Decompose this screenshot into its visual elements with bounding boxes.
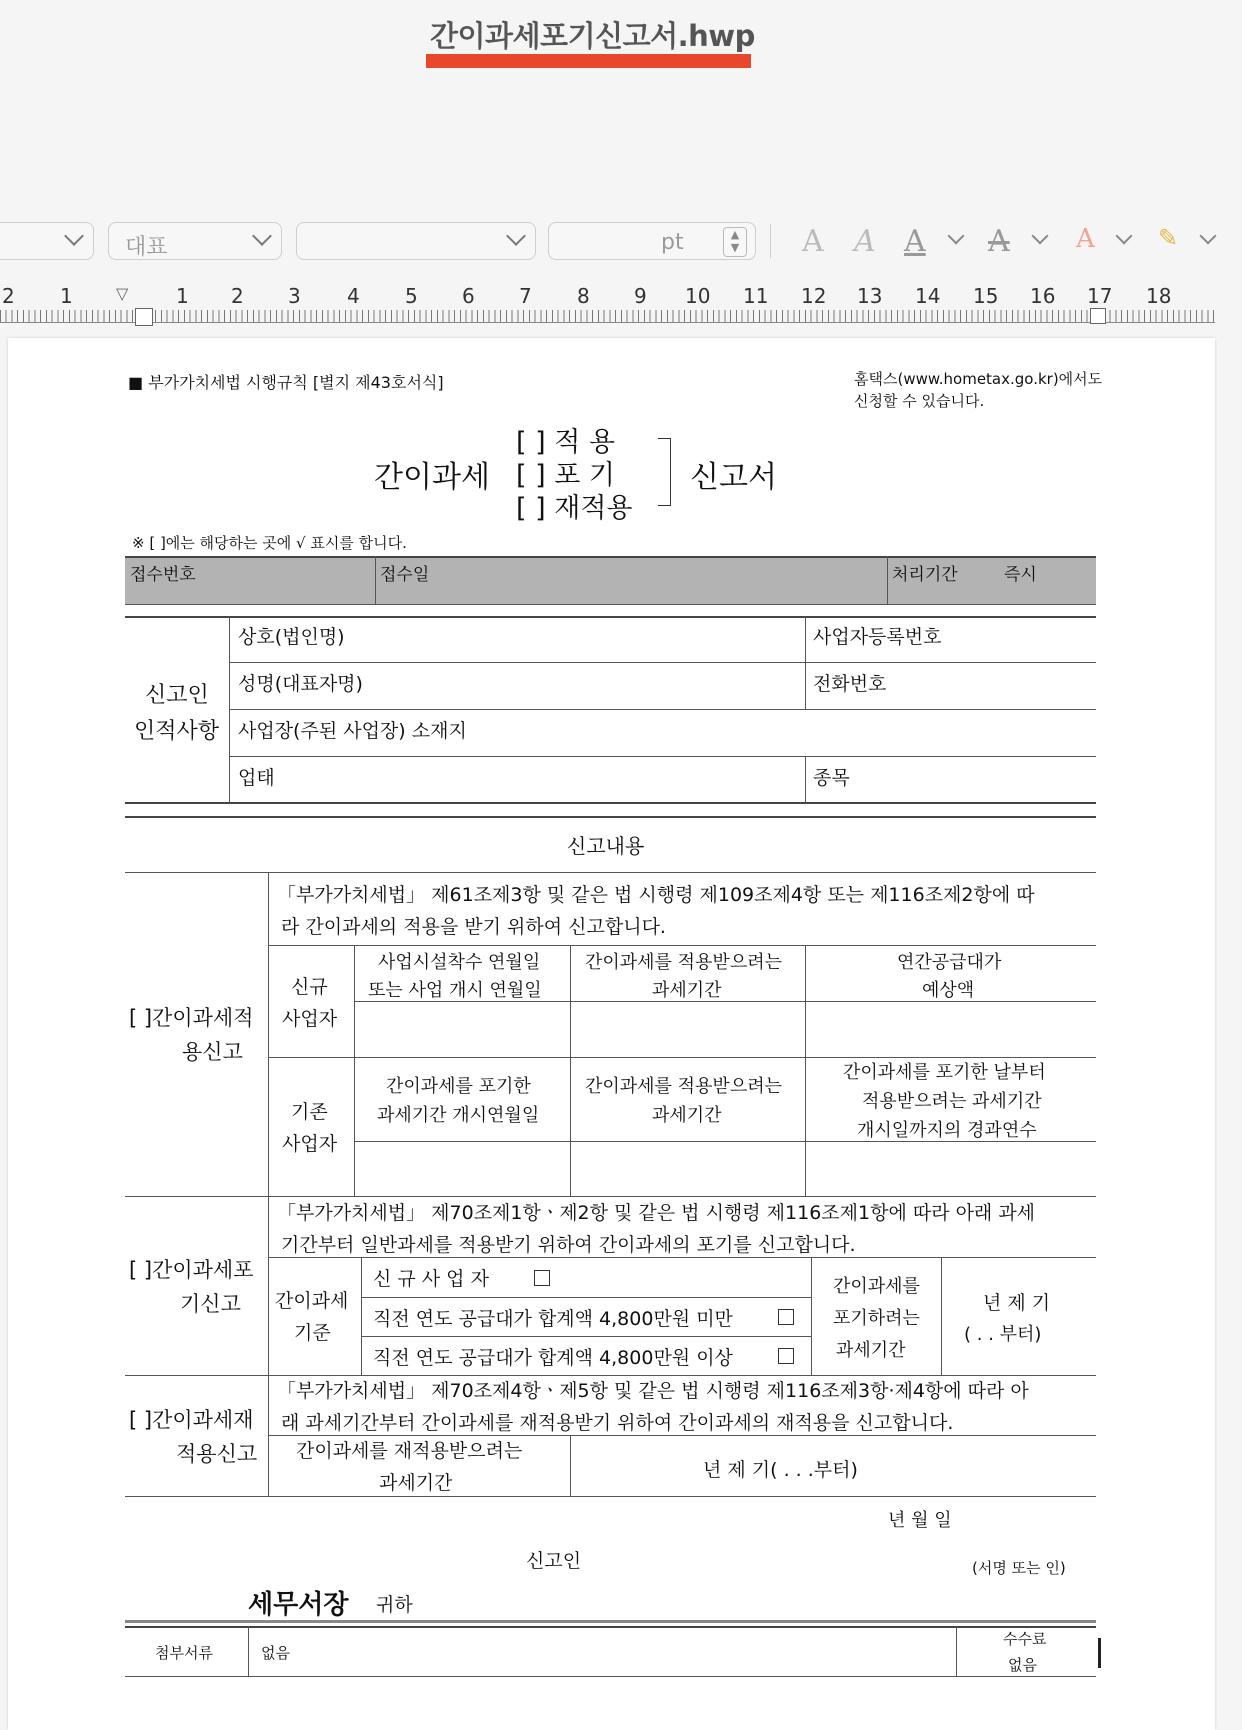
divider (125, 1626, 1096, 1628)
title-bracket (658, 438, 671, 506)
font-color-icon[interactable]: A (802, 224, 824, 259)
criteria-option-over: 직전 연도 공급대가 합계액 4,800만원 이상 (373, 1347, 733, 1369)
new-col-header: 사업시설착수 연월일 (378, 952, 541, 973)
form-title-right: 신고서 (690, 460, 777, 495)
hometax-note: 홈택스(www.hometax.go.kr)에서도 (854, 370, 1103, 388)
divider (361, 1336, 811, 1337)
form-reference: ■ 부가가치세법 시행규칙 [별지 제43호서식] (128, 373, 444, 392)
ruler-number: 17 (1087, 284, 1113, 308)
signature-note: (서명 또는 인) (972, 1559, 1066, 1577)
processing-period-label: 처리기간 (892, 565, 958, 585)
strike-a-icon[interactable]: A (988, 224, 1010, 259)
form-title-option: [ ] 포 기 (516, 460, 615, 491)
criteria-over-checkbox[interactable] (778, 1348, 794, 1364)
reapply-text: 「부가가치세법」 제70조제4항ㆍ제5항 및 같은 법 시행령 제116조제3항·제4항에 따라 아 (277, 1380, 1029, 1402)
italic-a-icon[interactable]: A (854, 224, 876, 259)
divider (941, 1257, 942, 1375)
ruler-number: 16 (1030, 284, 1056, 308)
form-title-option: [ ] 재적용 (516, 493, 633, 524)
divider (248, 1626, 249, 1676)
waive-section-label: [ ]간이과세포 (129, 1258, 254, 1282)
waive-section-label: 기신고 (180, 1292, 241, 1316)
waive-period-label: 간이과세를 (833, 1276, 920, 1297)
reapply-text: 래 과세기간부터 간이과세를 재적용받기 위하여 간이과세의 재적용을 신고합니다. (281, 1412, 954, 1434)
cursor-bar (1098, 1638, 1101, 1668)
new-col-header: 간이과세를 적용받으려는 (585, 952, 782, 973)
new-col-header: 또는 사업 개시 연월일 (368, 980, 542, 1001)
divider (125, 816, 1096, 818)
font-size-unit: pt (661, 230, 684, 255)
divider (125, 1196, 1096, 1197)
new-col-header: 예상액 (922, 980, 975, 1001)
ruler-number: 15 (973, 284, 999, 308)
old-col-header: 개시일까지의 경과연수 (857, 1120, 1037, 1141)
reporter-label: 인적사항 (134, 719, 220, 744)
old-col-header: 간이과세를 적용받으려는 (585, 1076, 782, 1097)
old-biz-label: 사업자 (282, 1133, 338, 1155)
divider (956, 1626, 957, 1676)
divider (230, 756, 1096, 757)
criteria-label: 간이과세 (275, 1290, 349, 1312)
divider (125, 1496, 1096, 1497)
waive-period-label: 과세기간 (836, 1340, 906, 1361)
divider (125, 872, 1096, 873)
criteria-option-under: 직전 연도 공급대가 합계액 4,800만원 미만 (373, 1308, 733, 1330)
divider (125, 802, 1096, 804)
date-line: 년 월 일 (888, 1510, 952, 1531)
honorific: 귀하 (376, 1594, 413, 1616)
waive-period-value: 년 제 기 (983, 1292, 1051, 1314)
old-col-header: 과세기간 (652, 1105, 722, 1126)
divider (125, 1676, 1096, 1677)
ruler-number: 1 (60, 284, 73, 308)
new-biz-label: 사업자 (282, 1008, 338, 1030)
receipt-number-label: 접수번호 (130, 565, 196, 585)
ruler-number: 18 (1146, 284, 1172, 308)
criteria-label: 기준 (294, 1322, 331, 1344)
divider (811, 1257, 812, 1375)
fee-label: 수수료 (1003, 1630, 1047, 1648)
address-label: 사업장(주된 사업장) 소재지 (238, 720, 467, 742)
old-col-header: 적용받으려는 과세기간 (862, 1091, 1042, 1112)
form-title-option: [ ] 적 용 (516, 427, 615, 458)
underline-a-icon[interactable]: A (904, 224, 926, 259)
fee-value: 없음 (1008, 1656, 1037, 1674)
reapply-period-value: 년 제 기( . . .부터) (703, 1459, 858, 1481)
apply-section-label: [ ]간이과세적 (129, 1006, 254, 1030)
text-color-icon[interactable]: A (1076, 224, 1095, 254)
receipt-date-label: 접수일 (380, 565, 430, 585)
divider (375, 556, 376, 604)
apply-section-label: 용신고 (182, 1040, 243, 1064)
divider (125, 556, 1096, 558)
check-note: ※ [ ]에는 해당하는 곳에 √ 표시를 합니다. (132, 534, 407, 552)
divider (361, 1257, 362, 1375)
ruler-number: 6 (462, 284, 475, 308)
ruler-number: 2 (2, 284, 15, 308)
processing-period-value: 즉시 (1004, 565, 1037, 585)
new-col-header: 연간공급대가 (897, 952, 1002, 973)
divider (570, 945, 571, 1196)
apply-text: 「부가가치세법」 제61조제3항 및 같은 법 시행령 제109조제4항 또는 제116조제2항에 따 (277, 884, 1035, 906)
waive-text: 「부가가치세법」 제70조제1항ㆍ제2항 및 같은 법 시행령 제116조제1항에 따라 아래 과세 (277, 1202, 1036, 1224)
ruler-number: 14 (915, 284, 941, 308)
ruler-number: 9 (634, 284, 647, 308)
old-col-header: 과세기간 개시연월일 (377, 1105, 540, 1126)
old-biz-label: 기존 (291, 1101, 328, 1123)
style-value: 대표 (125, 235, 168, 260)
ruler-number: 4 (347, 284, 360, 308)
report-content-heading: 신고내용 (567, 834, 645, 858)
divider (125, 616, 1096, 618)
divider (230, 662, 1096, 663)
attachment-value: 없음 (261, 1644, 290, 1662)
criteria-option-new: 신 규 사 업 자 (373, 1268, 489, 1290)
ruler-number: 10 (685, 284, 711, 308)
divider (268, 945, 1096, 946)
biz-type-label: 업태 (238, 767, 275, 789)
reapply-period-label: 간이과세를 재적용받으려는 (296, 1440, 523, 1462)
divider (887, 556, 888, 604)
divider (805, 945, 806, 1196)
highlight-icon[interactable]: ✎ (1158, 224, 1179, 252)
divider (805, 756, 806, 802)
biz-reg-no-label: 사업자등록번호 (813, 626, 942, 648)
divider (229, 616, 230, 802)
waive-period-value: ( . . 부터) (964, 1324, 1042, 1345)
reporter-sign-label: 신고인 (526, 1550, 582, 1572)
ruler-number: 8 (577, 284, 590, 308)
divider (230, 709, 1096, 710)
ruler-number: 1 (176, 284, 189, 308)
form-title-left: 간이과세 (374, 460, 490, 495)
phone-label: 전화번호 (813, 673, 887, 695)
divider (268, 872, 269, 1496)
old-col-header: 간이과세를 포기한 날부터 (843, 1062, 1046, 1083)
ruler-number: 12 (801, 284, 827, 308)
criteria-new-checkbox[interactable] (534, 1270, 550, 1286)
ruler-number: 2 (231, 284, 244, 308)
criteria-under-checkbox[interactable] (778, 1309, 794, 1325)
attachment-label: 첨부서류 (155, 1644, 213, 1662)
document-page[interactable] (8, 338, 1215, 1730)
divider (361, 1297, 811, 1298)
reapply-section-label: 적용신고 (176, 1442, 258, 1466)
reporter-label: 신고인 (145, 683, 209, 708)
ruler-number: 5 (405, 284, 418, 308)
new-biz-label: 신규 (291, 976, 328, 998)
divider (354, 945, 355, 1196)
document-tab-title: 간이과세포기신고서.hwp (430, 19, 755, 53)
divider (805, 616, 806, 709)
rep-name-label: 성명(대표자명) (238, 673, 363, 695)
hometax-note: 신청할 수 있습니다. (854, 392, 985, 410)
divider (268, 1257, 1096, 1258)
ruler-number: 11 (743, 284, 769, 308)
ruler-number: 13 (857, 284, 883, 308)
divider (570, 1435, 571, 1496)
waive-text: 기간부터 일반과세를 적용받기 위하여 간이과세의 포기를 신고합니다. (281, 1234, 856, 1256)
ruler-number: 7 (519, 284, 532, 308)
divider (125, 1620, 1096, 1623)
size-stepper-icon[interactable]: ▲ ▼ (723, 227, 747, 257)
indent-marker-icon[interactable]: ▽ (116, 284, 129, 303)
divider (125, 604, 1096, 605)
biz-item-label: 종목 (813, 767, 850, 789)
ruler-number: 3 (288, 284, 301, 308)
old-col-header: 간이과세를 포기한 (386, 1076, 531, 1097)
waive-period-label: 포기하려는 (833, 1308, 920, 1329)
apply-text: 라 간이과세의 적용을 받기 위하여 신고합니다. (281, 916, 666, 938)
reapply-section-label: [ ]간이과세재 (129, 1408, 254, 1432)
trade-name-label: 상호(법인명) (238, 626, 345, 648)
tax-office-label: 세무서장 (248, 1590, 349, 1620)
new-col-header: 과세기간 (652, 980, 722, 1001)
reapply-period-label: 과세기간 (379, 1472, 453, 1494)
